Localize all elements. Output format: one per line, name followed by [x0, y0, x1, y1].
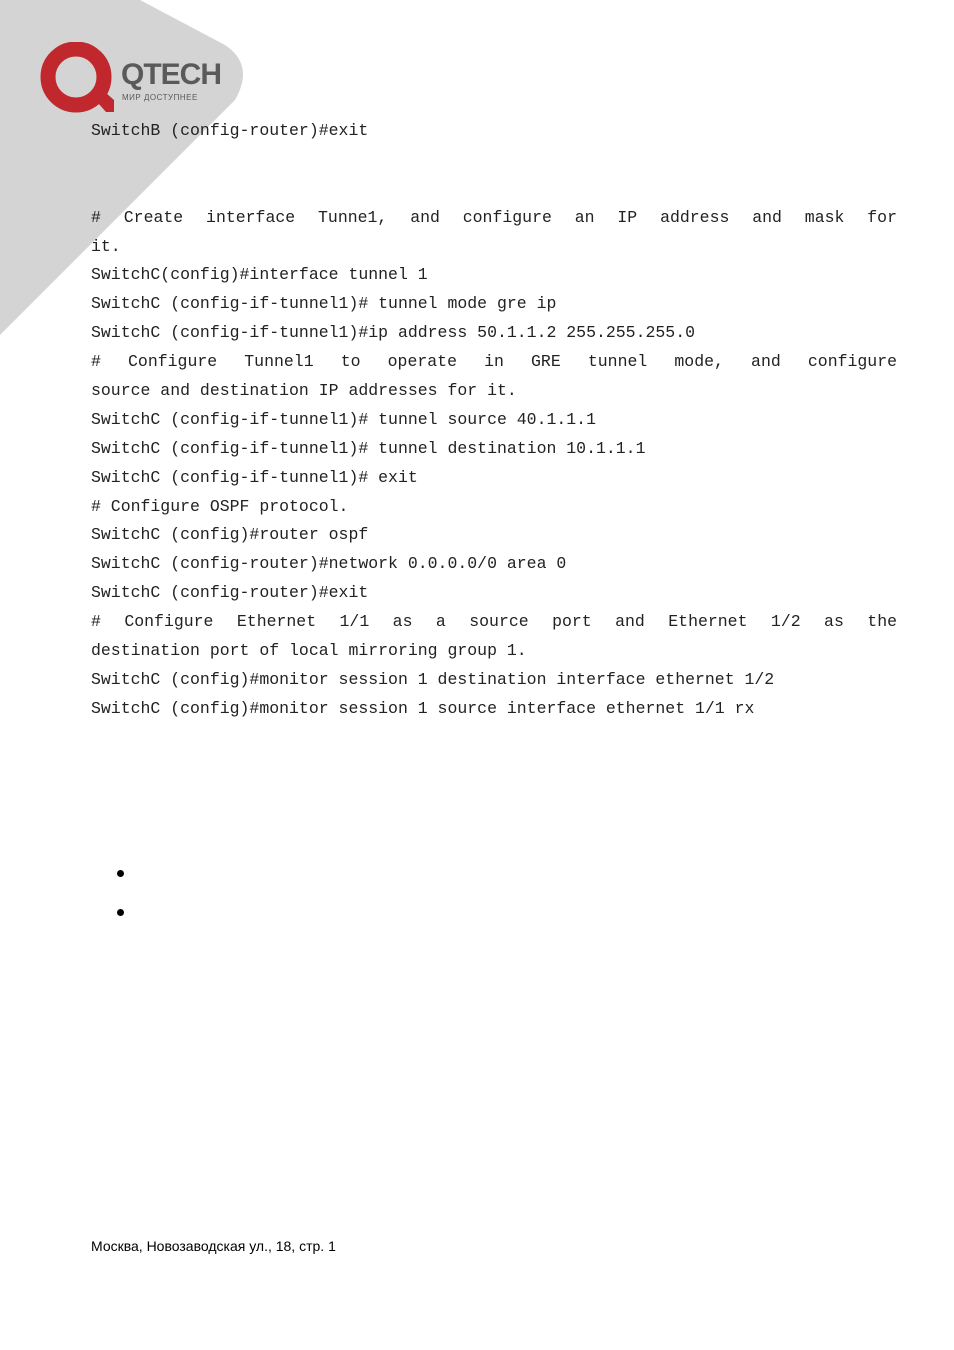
cli-line: SwitchC (config)#monitor session 1 source interface ethernet 1/1 rx — [91, 698, 755, 718]
bullet-dot — [117, 870, 124, 877]
logo-tagline: МИР ДОСТУПНЕЕ — [122, 93, 198, 102]
cli-line: SwitchC (config-if-tunnel1)# tunnel mode gre ip — [91, 294, 557, 314]
bullet-dot — [117, 909, 124, 916]
footer-address: Москва, Новозаводская ул., 18, стр. 1 — [91, 1238, 336, 1254]
cli-line: SwitchC(config)#interface tunnel 1 — [91, 265, 428, 285]
cli-line: SwitchC (config-router)#exit — [91, 583, 369, 603]
cli-line: SwitchC (config)#router ospf — [91, 525, 369, 545]
cli-line: SwitchC (config-if-tunnel1)# tunnel destination 10.1.1.1 — [91, 438, 646, 458]
cli-line: SwitchC (config-if-tunnel1)# tunnel source 40.1.1.1 — [91, 409, 596, 429]
qtech-logo-icon — [40, 42, 114, 114]
comment-line: # Configure OSPF protocol. — [91, 496, 349, 516]
blank-gap — [91, 146, 897, 204]
comment-line: # Configure Tunnel1 to operate in GRE tunnel mode, and configure — [91, 352, 897, 372]
comment-line: destination port of local mirroring group 1. — [91, 641, 527, 661]
cli-configuration-block — [91, 117, 897, 724]
empty-bullet-list — [117, 870, 124, 948]
cli-line: SwitchC (config-if-tunnel1)# exit — [91, 467, 418, 487]
comment-line: # Configure Ethernet 1/1 as a source port and Ethernet 1/2 as the — [91, 612, 897, 632]
cli-line: SwitchC (config-if-tunnel1)#ip address 50.1.1.2 255.255.255.0 — [91, 323, 695, 343]
comment-line: source and destination IP addresses for it. — [91, 381, 517, 401]
logo-brand-text: QTECH — [121, 58, 221, 91]
cli-line: SwitchC (config)#monitor session 1 destination interface ethernet 1/2 — [91, 669, 775, 689]
comment-line: it. — [91, 236, 121, 256]
cli-line: SwitchC (config-router)#network 0.0.0.0/0 area 0 — [91, 554, 567, 574]
comment-line: # Create interface Tunne1, and configure an IP address and mask for — [91, 207, 897, 227]
qtech-logo — [40, 42, 240, 114]
cli-line: SwitchB (config-router)#exit — [91, 121, 369, 140]
